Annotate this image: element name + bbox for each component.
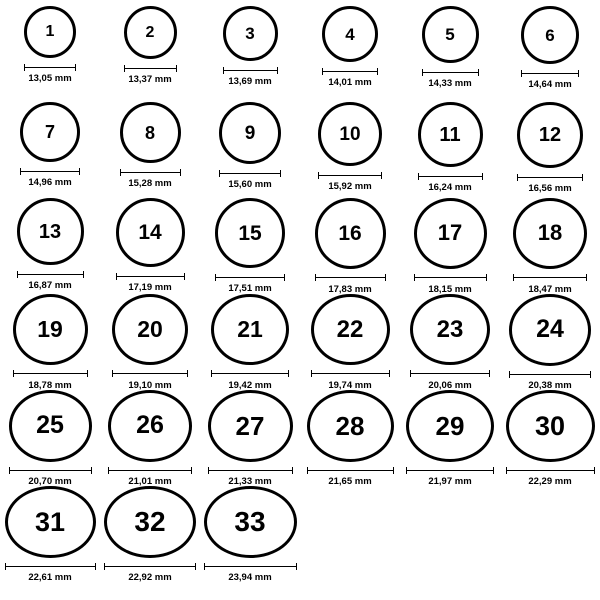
ring-measure-bar	[116, 272, 185, 280]
ring-circle	[112, 294, 188, 365]
ring-measure-bar	[204, 563, 297, 569]
ring-circle	[410, 294, 490, 365]
ring-size-number: 28	[335, 410, 365, 441]
ring-size-number: 14	[138, 221, 162, 244]
ring-diameter-label: 14,96 mm	[28, 177, 72, 188]
ring-size-cell	[0, 102, 100, 198]
ring-size-number: 33	[234, 506, 266, 538]
ring-size-number: 11	[439, 123, 461, 146]
ring-diameter-label: 20,38 mm	[528, 379, 572, 391]
ring-measure-bar	[513, 274, 587, 282]
ring-measure-bar	[517, 173, 583, 181]
ring-size-number: 7	[44, 122, 55, 142]
ring-measure-bar	[13, 370, 88, 378]
ring-measure-bar	[414, 274, 487, 282]
ring-circle	[223, 6, 278, 61]
ring-circle	[414, 198, 487, 269]
ring-size-cell	[0, 390, 100, 486]
ring-size-cell	[0, 6, 100, 102]
ring-size-number: 3	[245, 24, 255, 43]
ring-measure-bar	[215, 273, 285, 281]
ring-circle	[211, 294, 289, 365]
ring-size-number: 16	[338, 221, 362, 245]
ring-size-number: 22	[336, 315, 364, 343]
ring-circle	[215, 198, 285, 268]
ring-size-cell	[0, 486, 100, 582]
ring-measure-bar	[120, 168, 181, 176]
ring-size-number: 23	[436, 315, 464, 343]
ring-size-number: 27	[235, 410, 265, 441]
ring-measure-bar	[24, 63, 76, 71]
ring-measure-bar	[104, 563, 196, 569]
ring-diameter-label: 14,64 mm	[528, 79, 572, 90]
ring-diameter-label: 13,37 mm	[128, 74, 172, 85]
ring-diameter-label: 13,05 mm	[28, 73, 72, 84]
ring-circle	[517, 102, 583, 168]
ring-measure-bar	[223, 66, 278, 74]
ring-size-number: 25	[36, 411, 64, 440]
ring-diameter-label: 20,70 mm	[28, 475, 72, 487]
ring-circle	[124, 6, 177, 59]
ring-circle	[108, 390, 192, 462]
ring-size-number: 1	[45, 23, 55, 40]
ring-circle	[13, 294, 88, 365]
ring-circle	[422, 6, 479, 63]
ring-circle	[311, 294, 390, 365]
ring-measure-bar	[211, 370, 289, 377]
ring-circle	[104, 486, 196, 558]
ring-circle	[204, 486, 297, 558]
ring-size-number: 8	[144, 122, 155, 143]
ring-measure-bar	[322, 67, 378, 75]
ring-diameter-label: 18,15 mm	[428, 283, 472, 295]
ring-size-cell	[0, 294, 100, 390]
ring-diameter-label: 19,10 mm	[128, 379, 172, 391]
ring-size-cell	[300, 198, 400, 294]
ring-circle	[506, 390, 595, 462]
ring-circle	[406, 390, 494, 462]
ring-diameter-label: 17,83 mm	[328, 283, 372, 295]
ring-size-number: 17	[437, 220, 463, 246]
ring-size-cell	[100, 390, 200, 486]
ring-size-cell	[0, 198, 100, 294]
ring-diameter-label: 14,01 mm	[328, 77, 372, 88]
ring-circle	[20, 102, 80, 162]
ring-size-cell	[400, 6, 500, 102]
ring-size-number: 13	[38, 220, 62, 243]
ring-diameter-label: 13,69 mm	[228, 76, 272, 87]
ring-diameter-label: 15,92 mm	[328, 181, 372, 192]
ring-size-number: 15	[238, 221, 262, 245]
ring-size-number: 18	[537, 220, 563, 246]
ring-measure-bar	[315, 274, 386, 282]
ring-diameter-label: 21,33 mm	[228, 475, 272, 487]
ring-diameter-label: 22,61 mm	[28, 571, 72, 583]
ring-size-cell	[200, 390, 300, 486]
ring-size-number: 10	[339, 123, 361, 145]
ring-size-number: 32	[134, 506, 166, 538]
ring-size-cell	[200, 486, 300, 582]
ring-circle	[9, 390, 92, 462]
ring-size-cell	[400, 102, 500, 198]
ring-size-cell	[200, 294, 300, 390]
ring-size-number: 9	[244, 122, 256, 144]
ring-size-number: 21	[237, 316, 263, 343]
ring-size-cell	[100, 102, 200, 198]
ring-measure-bar	[17, 270, 84, 278]
ring-measure-bar	[318, 171, 382, 179]
ring-measure-bar	[20, 167, 80, 175]
ring-diameter-label: 21,97 mm	[428, 475, 472, 487]
ring-size-cell	[200, 102, 300, 198]
ring-circle	[418, 102, 483, 167]
ring-size-cell	[100, 486, 200, 582]
ring-size-cell	[100, 294, 200, 390]
ring-measure-bar	[509, 371, 591, 378]
ring-diameter-label: 23,94 mm	[228, 571, 272, 583]
ring-diameter-label: 17,19 mm	[128, 282, 172, 293]
ring-measure-bar	[311, 370, 390, 377]
ring-diameter-label: 16,56 mm	[528, 183, 572, 194]
ring-diameter-label: 22,29 mm	[528, 475, 572, 487]
ring-diameter-label: 14,33 mm	[428, 78, 472, 89]
ring-diameter-label: 17,51 mm	[228, 283, 272, 294]
ring-size-cell	[100, 6, 200, 102]
ring-size-cell	[300, 102, 400, 198]
ring-measure-bar	[124, 64, 177, 72]
ring-diameter-label: 16,87 mm	[28, 280, 72, 291]
ring-size-number: 29	[435, 411, 465, 442]
ring-diameter-label: 22,92 mm	[128, 571, 172, 583]
ring-measure-bar	[219, 169, 281, 177]
ring-size-number: 24	[536, 315, 564, 344]
ring-diameter-label: 20,06 mm	[428, 379, 472, 391]
ring-measure-bar	[410, 370, 490, 377]
ring-diameter-label: 19,42 mm	[228, 379, 272, 391]
ring-circle	[315, 198, 386, 269]
ring-circle	[17, 198, 84, 265]
ring-size-cell	[400, 294, 500, 390]
ring-circle	[208, 390, 293, 462]
ring-measure-bar	[406, 467, 494, 473]
ring-diameter-label: 15,28 mm	[128, 178, 172, 189]
ring-size-cell	[500, 390, 600, 486]
ring-circle	[318, 102, 382, 166]
ring-size-number: 5	[445, 25, 455, 44]
ring-size-cell	[500, 102, 600, 198]
ring-measure-bar	[307, 467, 394, 474]
ring-size-number: 30	[534, 410, 566, 441]
ring-diameter-label: 19,74 mm	[328, 379, 372, 391]
ring-measure-bar	[521, 69, 579, 77]
ring-size-number: 31	[34, 506, 66, 537]
ring-measure-bar	[418, 172, 483, 180]
ring-size-cell	[500, 198, 600, 294]
ring-size-cell	[400, 198, 500, 294]
ring-diameter-label: 18,47 mm	[528, 283, 572, 295]
ring-size-number: 26	[136, 411, 164, 440]
ring-measure-bar	[108, 467, 192, 474]
ring-circle	[219, 102, 281, 164]
ring-circle	[521, 6, 579, 64]
ring-size-number: 19	[37, 315, 63, 342]
ring-size-cell	[300, 6, 400, 102]
ring-circle	[509, 294, 591, 366]
ring-circle	[307, 390, 394, 462]
ring-measure-bar	[9, 467, 92, 474]
ring-circle	[513, 198, 587, 269]
ring-size-cell	[300, 390, 400, 486]
ring-size-cell	[500, 294, 600, 390]
ring-measure-bar	[506, 467, 595, 473]
ring-circle	[5, 486, 96, 558]
ring-size-cell	[300, 294, 400, 390]
ring-measure-bar	[422, 68, 479, 76]
ring-size-cell	[400, 390, 500, 486]
ring-size-cell	[500, 6, 600, 102]
ring-circle	[322, 6, 378, 62]
ring-size-number: 6	[545, 25, 555, 45]
ring-measure-bar	[112, 370, 188, 377]
ring-size-number: 4	[345, 24, 355, 44]
ring-size-cell	[200, 6, 300, 102]
ring-measure-bar	[5, 563, 96, 569]
ring-size-number: 2	[145, 23, 155, 41]
ring-diameter-label: 18,78 mm	[28, 379, 72, 391]
ring-circle	[120, 102, 181, 163]
ring-measure-bar	[208, 467, 293, 474]
ring-size-number: 20	[137, 316, 163, 343]
ring-diameter-label: 21,65 mm	[328, 475, 372, 487]
ring-diameter-label: 15,60 mm	[228, 179, 272, 190]
ring-diameter-label: 16,24 mm	[428, 182, 472, 193]
ring-diameter-label: 21,01 mm	[128, 475, 172, 487]
ring-size-cell	[100, 198, 200, 294]
ring-circle	[24, 6, 76, 58]
ring-circle	[116, 198, 185, 267]
ring-size-cell	[200, 198, 300, 294]
ring-size-number: 12	[538, 124, 562, 146]
